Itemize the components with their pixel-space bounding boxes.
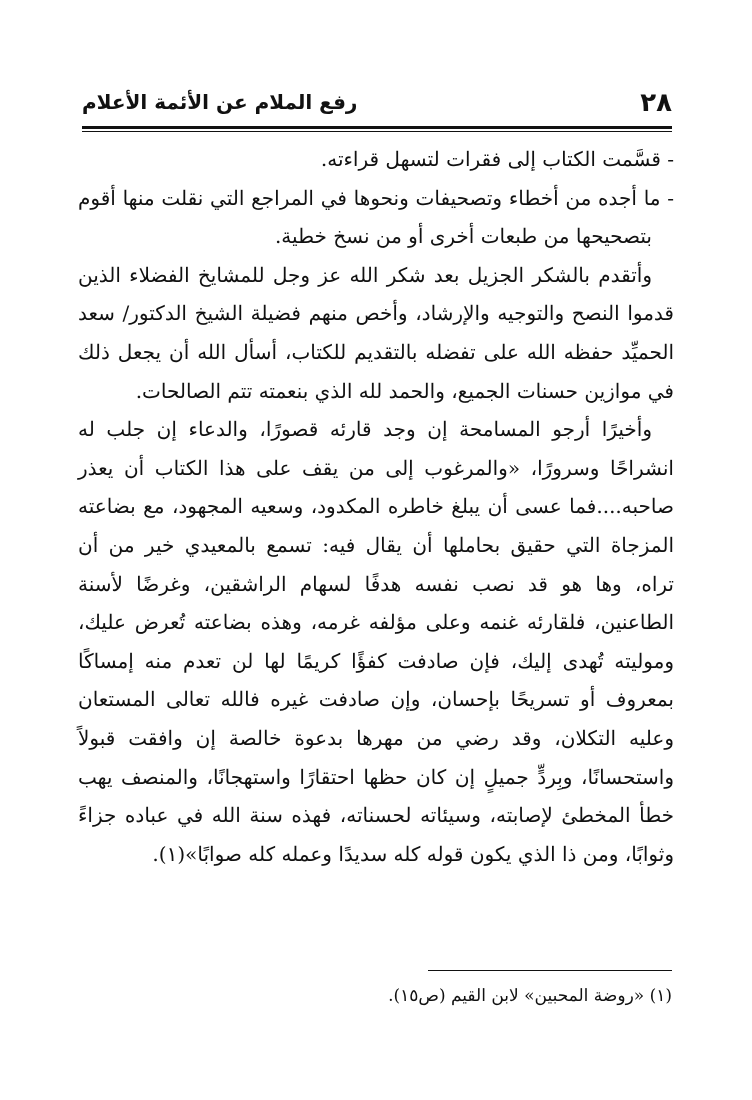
paragraph: وأخيرًا أرجو المسامحة إن وجد قارئه قصورًا، والدعاء إن جلب له انشراحًا وسرورًا، «والمرغوب إلى من يقف على هذا الكتاب أن يعذر صاحبه....فما عسى أن يبلغ خاطره المكدود، وسعيه المجهود، مع بضاعته المزجاة التي حقيق بحاملها أن يقال فيه: تسمع بالمعيدي خير من أن تراه، وها هو قد نصب نفسه هدفًا لسهام الراشقين، وغرضًا لأسنة الطاعنين، فلقارئه غنمه وعلى مؤلفه غرمه، وهذه بضاعته تُعرض عليك، وموليته تُهدى إليك، فإن صادفت كفؤًا كريمًا لها لن تعدم منه إمساكًا بمعروف أو تسريحًا بإحسان، وإن صادفت غيره فالله تعالى المستعان وعليه التكلان، وقد رضي من مهرها بدعوة خالصة إن وافقت قبولاً واستحسانًا، وبِردٍّ جميلٍ إن كان حظها احتقارًا واستهجانًا، والمنصف يهب خطأ المخطئ لإصابته، وسيئاته لحسناته، فهذه سنة الله في عباده جزاءً وثوابًا، ومن ذا الذي يكون قوله كله سديدًا وعمله كله صوابًا»(١).: [78, 417, 674, 866]
header-rule-thin: [82, 131, 672, 132]
footnote: (١) «روضة المحبين» لابن القيم (ص١٥).: [388, 986, 672, 1006]
page-number: ٢٨: [640, 88, 672, 118]
running-title: رفع الملام عن الأئمة الأعلام: [82, 90, 358, 114]
paragraph: وأتقدم بالشكر الجزيل بعد شكر الله عز وجل للمشايخ الفضلاء الذين قدموا النصح والتوجيه والإرشاد، وأخص منهم فضيلة الشيخ الدكتور/ سعد الحميِّد حفظه الله على تفضله بالتقديم للكتاب، أسأل الله أن يجعل ذلك في موازين حسنات الجميع، والحمد لله الذي بنعمته تتم الصالحات.: [78, 262, 674, 403]
list-item: - قسَّمت الكتاب إلى فقرات لتسهل قراءته.: [320, 147, 674, 171]
main-text: [78, 140, 674, 873]
header-rule: [82, 126, 672, 129]
list-item: - ما أجده من أخطاء وتصحيفات ونحوها في المراجع التي نقلت منها أقوم بتصحيحها من طبعات أخرى أو من نسخ خطية.: [78, 185, 674, 249]
page-header: [82, 84, 672, 126]
footnote-separator: [428, 970, 672, 971]
